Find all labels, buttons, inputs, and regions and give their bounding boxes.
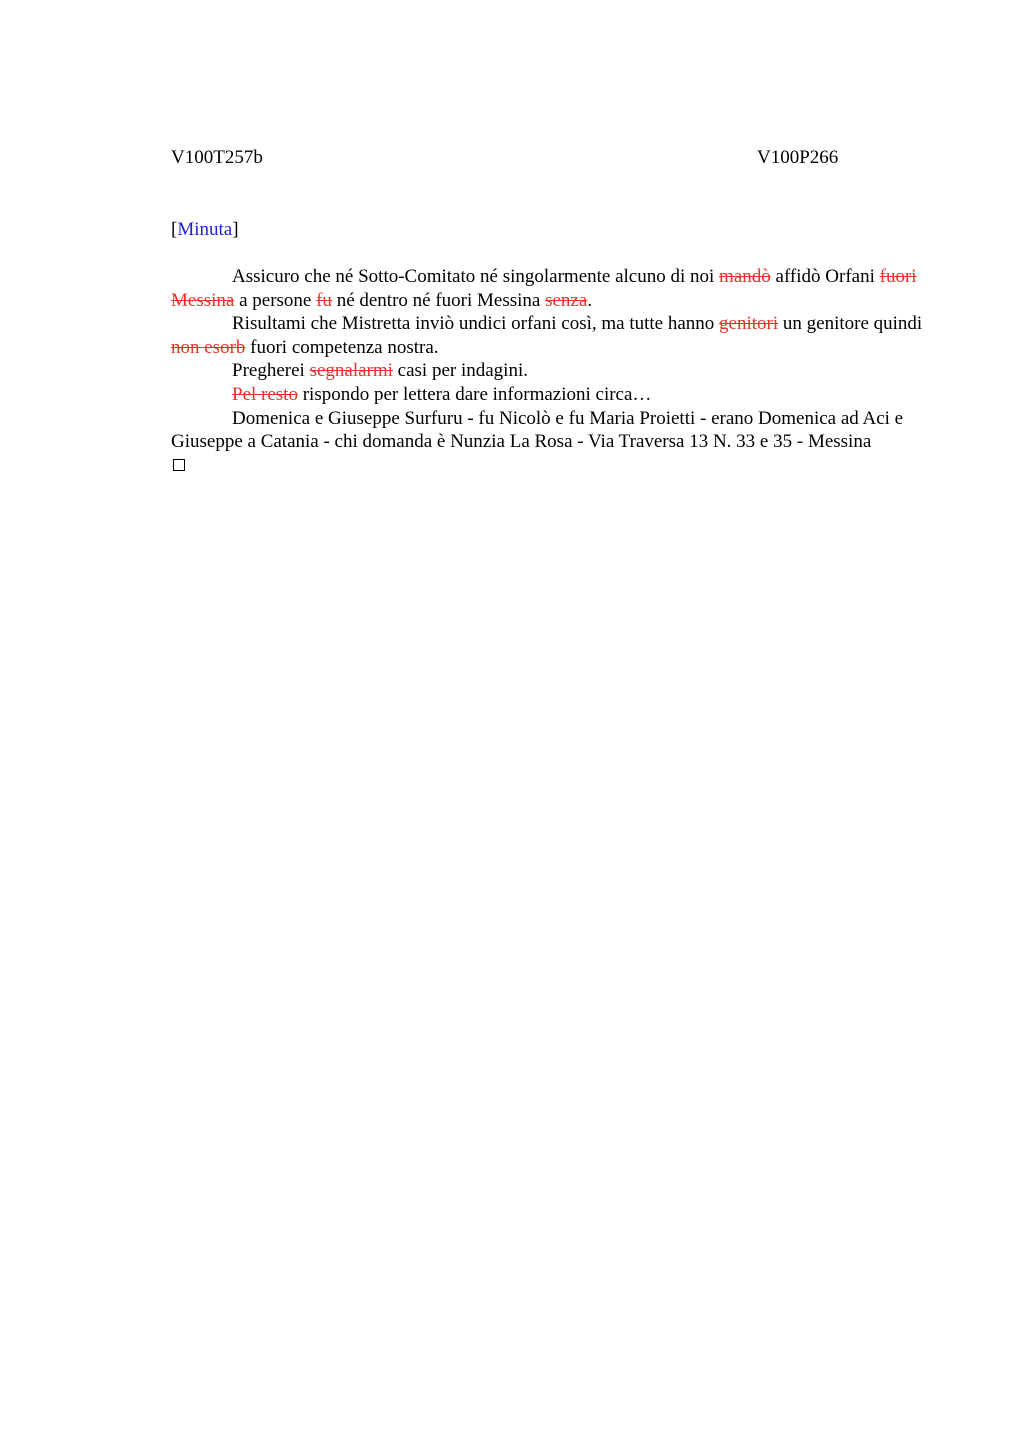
text-segment: casi per indagini. — [392, 360, 528, 382]
text-segment: un genitore quindi — [778, 313, 923, 335]
paragraph-2 — [171, 312, 931, 359]
text-segment: . — [587, 289, 593, 311]
empty-square-icon — [173, 459, 185, 471]
minuta-label — [171, 218, 239, 242]
text-segment: a persone — [234, 289, 317, 311]
deleted-word: fuori Messina — [171, 266, 917, 311]
text-segment: Pregherei — [232, 360, 310, 382]
paragraph-4 — [171, 383, 931, 407]
label-text: Minuta — [177, 219, 233, 240]
paragraph-5 — [171, 407, 931, 454]
text-segment: Domenica e Giuseppe Surfuru - fu Nicolò e fu Maria Proietti - erano Domenica ad Aci e Giuseppe a Catania - chi domanda è Nunzia La Rosa - Via Traversa 13 N. 33 e 35 - Messina — [171, 407, 904, 453]
text-segment: né dentro né fuori Messina — [331, 289, 546, 311]
label-open-bracket: [ — [171, 219, 178, 240]
paragraph-1 — [171, 265, 931, 312]
deleted-word: mandò — [719, 266, 771, 287]
deleted-word: non esorb — [171, 336, 246, 358]
deleted-word: fu — [316, 289, 332, 311]
text-segment: affidò Orfani — [770, 266, 880, 287]
paragraph-3 — [171, 359, 931, 383]
deleted-word: segnalarmi — [309, 360, 393, 382]
document-code-left: V100T257b — [171, 147, 263, 168]
deleted-word: genitori — [719, 313, 779, 335]
letter-body — [171, 265, 931, 471]
text-segment: rispondo per lettera dare informazioni circa… — [297, 383, 652, 405]
text-segment: Assicuro che né Sotto-Comitato né singolarmente alcuno di noi — [232, 266, 720, 287]
text-segment: Risultami che Mistretta inviò undici orfani così, ma tutte hanno — [232, 313, 720, 335]
text-segment: fuori competenza nostra. — [245, 336, 439, 358]
label-close-bracket: ] — [232, 219, 239, 240]
deleted-word: Pel resto — [232, 383, 298, 405]
deleted-word: senza — [545, 289, 588, 311]
page-code-right: V100P266 — [757, 147, 839, 168]
